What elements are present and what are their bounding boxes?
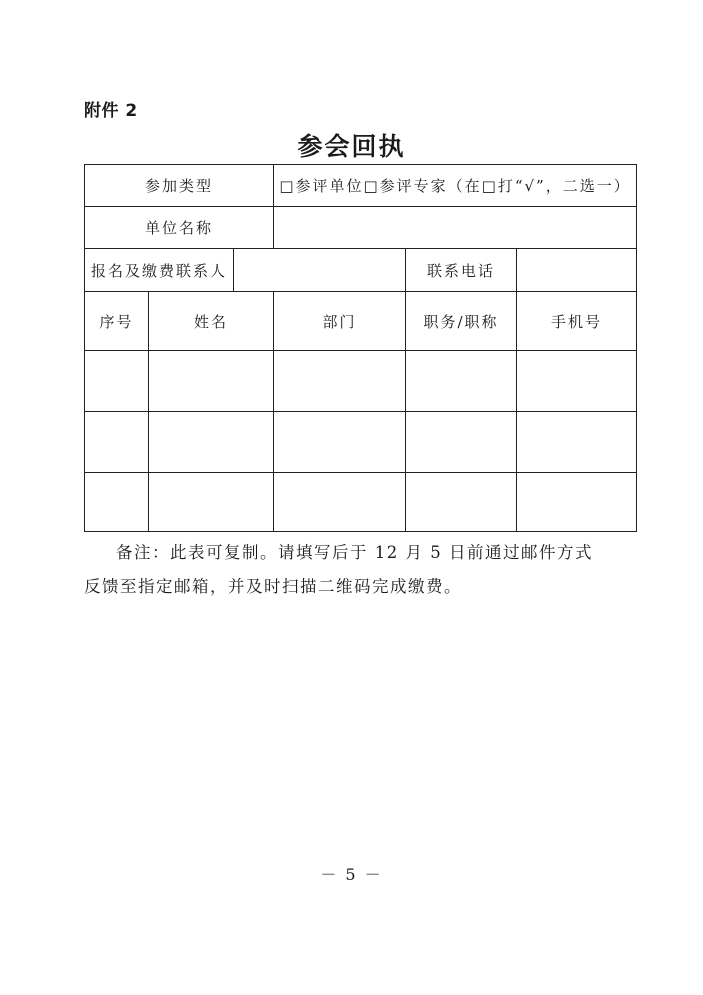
- contact-phone-label: 联系电话: [406, 249, 517, 292]
- notes-line-2: 反馈至指定邮箱，并及时扫描二维码完成缴费。: [84, 577, 462, 596]
- unit-name-row: [85, 207, 637, 249]
- attendee-name-cell[interactable]: [149, 473, 274, 532]
- participation-type-row: [85, 165, 637, 207]
- attachment-label: 附件 2: [84, 101, 138, 121]
- header-mobile: 手机号: [517, 292, 637, 351]
- contact-person-field[interactable]: [234, 249, 406, 292]
- unit-name-field[interactable]: [274, 207, 637, 249]
- unit-name-label: 单位名称: [85, 207, 274, 249]
- header-name: 姓名: [149, 292, 274, 351]
- attendee-department-cell[interactable]: [274, 351, 406, 412]
- header-serial: 序号: [85, 292, 149, 351]
- attendee-name-cell[interactable]: [149, 351, 274, 412]
- receipt-form-table: [84, 164, 637, 532]
- attendee-serial-cell[interactable]: [85, 351, 149, 412]
- attendee-serial-cell[interactable]: [85, 473, 149, 532]
- attendee-position-cell[interactable]: [406, 351, 517, 412]
- attendee-row: [85, 412, 637, 473]
- contact-person-label: 报名及缴费联系人: [85, 249, 234, 292]
- page-number: － 5 －: [320, 865, 383, 884]
- attendee-department-cell[interactable]: [274, 473, 406, 532]
- attendee-mobile-cell[interactable]: [517, 412, 637, 473]
- contact-phone-field[interactable]: [517, 249, 637, 292]
- attendee-row: [85, 473, 637, 532]
- attendee-header-row: [85, 292, 637, 351]
- attendee-mobile-cell[interactable]: [517, 473, 637, 532]
- notes-line-1: 备注：此表可复制。请填写后于 12 月 5 日前通过邮件方式: [116, 543, 593, 562]
- attendee-department-cell[interactable]: [274, 412, 406, 473]
- contact-row: [85, 249, 637, 292]
- attendee-serial-cell[interactable]: [85, 412, 149, 473]
- participation-type-label: 参加类型: [85, 165, 274, 207]
- header-position: 职务/职称: [406, 292, 517, 351]
- attendee-mobile-cell[interactable]: [517, 351, 637, 412]
- participation-type-options[interactable]: □参评单位□参评专家（在□打“√”，二选一）: [274, 165, 637, 207]
- page-title: 参会回执: [297, 132, 406, 161]
- header-department: 部门: [274, 292, 406, 351]
- notes-paragraph: [84, 536, 624, 604]
- attendee-name-cell[interactable]: [149, 412, 274, 473]
- attendee-row: [85, 351, 637, 412]
- attendee-position-cell[interactable]: [406, 473, 517, 532]
- attendee-position-cell[interactable]: [406, 412, 517, 473]
